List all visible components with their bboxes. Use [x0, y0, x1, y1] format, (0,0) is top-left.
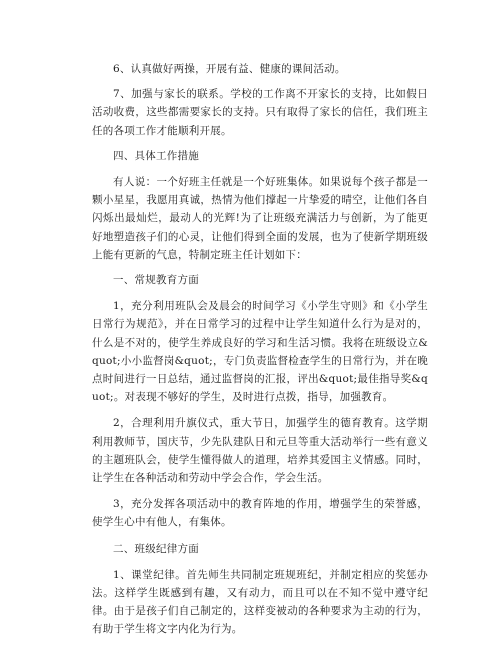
- paragraph-intro: 有人说：一个好班主任就是一个好班集体。如果说每个孩子都是一颗小星星，我愿用真诚，热情为他们撑起一片挚爱的晴空，让他们各自闪烁出最灿烂，最动人的光辉!为了让班级充满活力与创新，为了能更好地塑造孩子们的心灵，让他们得到全面的发展，也为了使新学期班级上能有更新的气息，特制定班主任计划如下：: [92, 176, 428, 261]
- paragraph-routine-3: 3，充分发挥各项活动中的教育阵地的作用，增强学生的荣誉感，使学生心中有他人，有集体。: [92, 498, 428, 529]
- paragraph-item-6: 6、认真做好两操，开展有益、健康的课间活动。: [113, 63, 346, 75]
- paragraph-item-7: 7、加强与家长的联系。学校的工作离不开家长的支持，比如假日活动收费，这些都需要家长的支持。只有取得了家长的信任，我们班主任的各项工作才能顺利开展。: [92, 88, 428, 137]
- subheading-discipline: 二、班级纪律方面: [113, 542, 199, 555]
- subheading-routine-education: 一、常规教育方面: [113, 274, 199, 287]
- document-body: [92, 60, 428, 639]
- paragraph-routine-2: 2，合理利用升旗仪式，重大节日，加强学生的德育教育。这学期利用教师节，国庆节，少先队建队日和元旦等重大活动举行一些有意义的主题班队会，使学生懂得做人的道理，培养其爱国主义情感。同时，让学生在各种活动和劳动中学会合作，学会生活。: [92, 417, 428, 485]
- paragraph-discipline-1: 1、课堂纪律。首先师生共同制定班规班纪，并制定相应的奖惩办法。这样学生既感到有趣，又有动力，而且可以在不知不觉中遵守纪律。由于是孩子们自己制定的，这样变被动的各种要求为主动的行为，有助于学生将文字内化为行为。: [92, 568, 428, 636]
- section-heading-measures: 四、具体工作措施: [113, 149, 199, 162]
- paragraph-routine-1: 1，充分利用班队会及晨会的时间学习《小学生守则》和《小学生日常行为规范》，并在日常学习的过程中让学生知道什么行为是对的，什么是不对的，使学生养成良好的学习和生活习惯。我将在班级设立&quot;小小监督岗&quot;，专门负责监督检查学生的日常行为，并在晚点时间进行一日总结，通过监督岗的汇报，评出&quot;最佳指导奖&quot;。对表现不够好的学生，及时进行点拨，指导，加强教育。: [92, 300, 428, 404]
